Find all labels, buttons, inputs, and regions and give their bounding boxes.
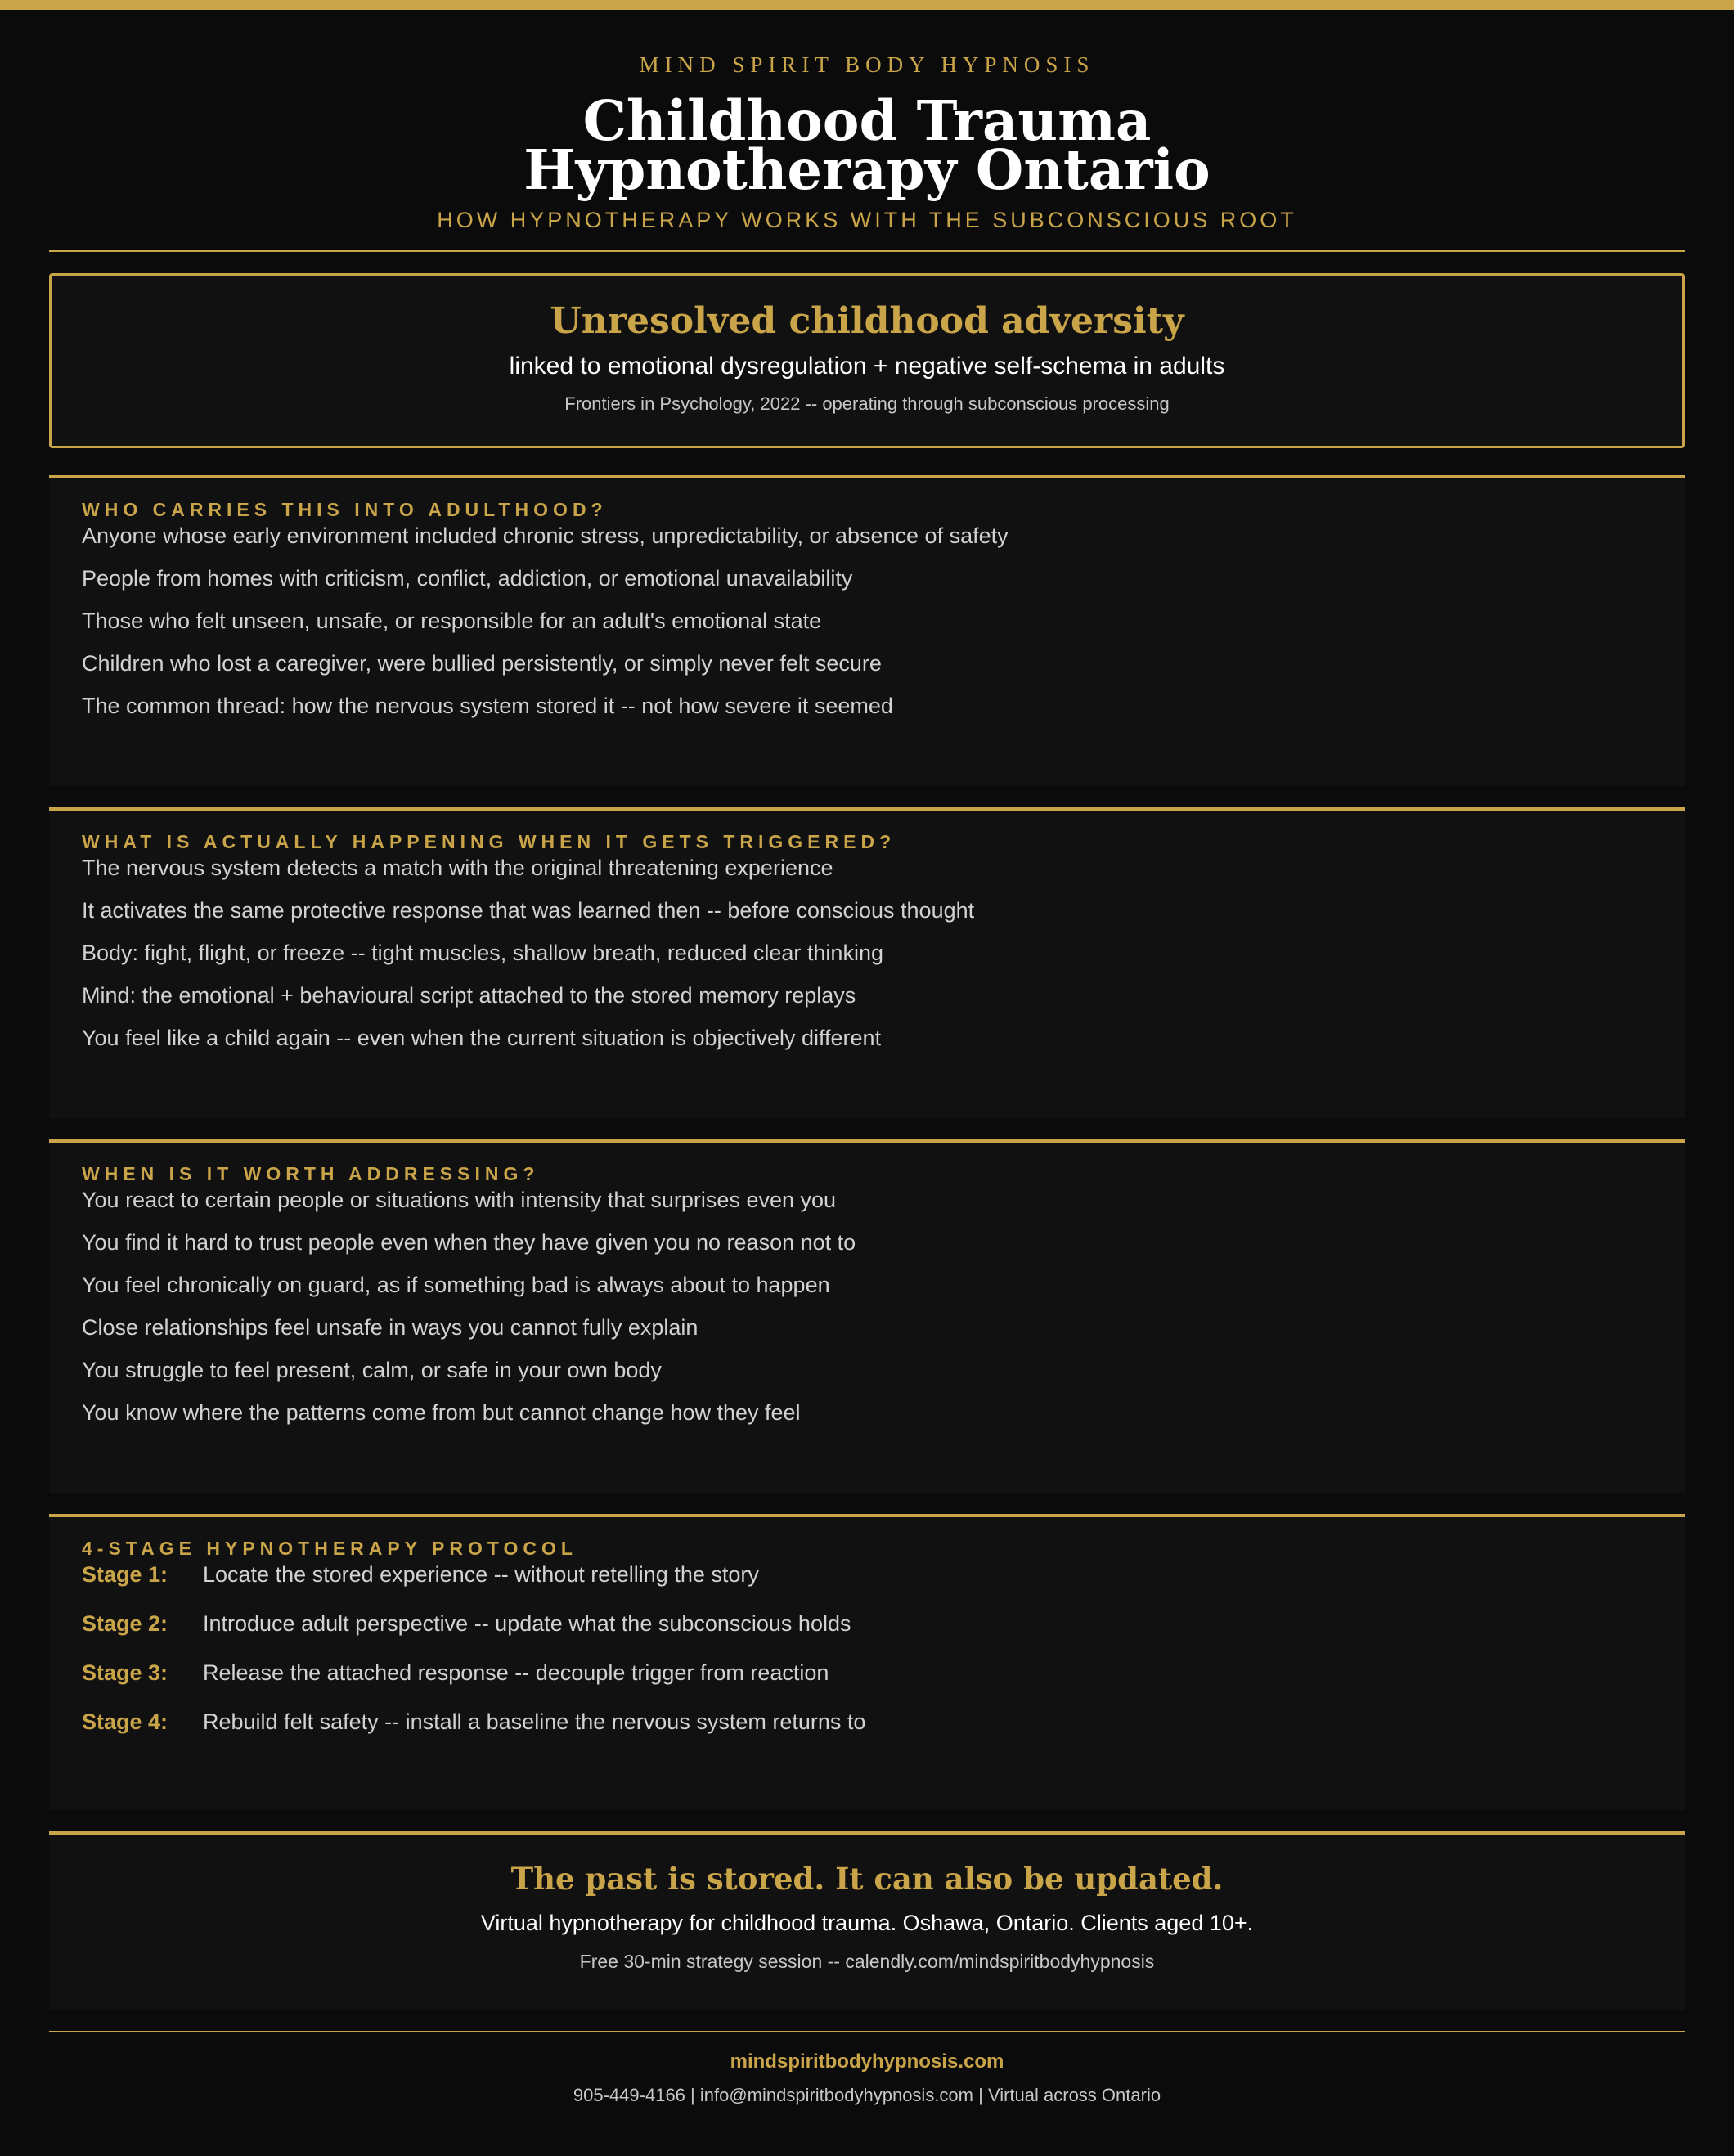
stat-subtext: linked to emotional dysregulation + negative self-schema in adults: [509, 353, 1225, 380]
list-item: People from homes with criticism, conflict, addiction, or emotional unavailability: [82, 566, 853, 591]
page-title: [49, 88, 1685, 202]
stage-row: [82, 1550, 1652, 1599]
cta-panel: [49, 1831, 1685, 2010]
header-divider: [49, 250, 1685, 252]
footer-divider: [49, 2031, 1685, 2032]
stat-headline: Unresolved childhood adversity: [550, 300, 1184, 342]
section-list: [82, 847, 1652, 1059]
footer: [49, 2049, 1685, 2108]
section-protocol: [49, 1514, 1685, 1810]
list-item: You react to certain people or situations with intensity that surprises even you: [82, 1188, 837, 1212]
stage-text: Release the attached response -- decouple trigger from reaction: [203, 1660, 829, 1685]
stage-text: Introduce adult perspective -- update what the subconscious holds: [203, 1611, 851, 1636]
list-item: Close relationships feel unsafe in ways you cannot fully explain: [82, 1315, 699, 1340]
brand-name: MIND SPIRIT BODY HYPNOSIS: [639, 52, 1095, 77]
list-item: You feel like a child again -- even when the current situation is objectively different: [82, 1026, 882, 1050]
booking-link[interactable]: Free 30-min strategy session -- calendly.com/mindspiritbodyhypnosis: [579, 1951, 1155, 1972]
page-title-line-1: Childhood Trauma: [582, 88, 1152, 153]
website-link[interactable]: mindspiritbodyhypnosis.com: [730, 2050, 1004, 2073]
stage-label: Stage 2:: [82, 1611, 168, 1636]
stage-label: Stage 3:: [82, 1660, 168, 1685]
list-item: The nervous system detects a match with the original threatening experience: [82, 856, 833, 880]
stage-row: [82, 1648, 1652, 1697]
top-accent-bar: [0, 0, 1734, 10]
cta-headline: The past is stored. It can also be updated.: [510, 1861, 1224, 1897]
list-item: The common thread: how the nervous system stored it -- not how severe it seemed: [82, 694, 893, 718]
section-worth-addressing: [49, 1139, 1685, 1493]
stat-source: Frontiers in Psychology, 2022 -- operating through subconscious processing: [564, 393, 1170, 414]
section-title: WHEN IS IT WORTH ADDRESSING?: [82, 1163, 540, 1184]
list-item: Mind: the emotional + behavioural script attached to the stored memory replays: [82, 983, 856, 1008]
section-title: 4-STAGE HYPNOTHERAPY PROTOCOL: [82, 1538, 577, 1559]
stage-text: Locate the stored experience -- without retelling the story: [203, 1562, 759, 1587]
stage-label: Stage 4:: [82, 1709, 168, 1734]
contact-info: 905-449-4166 | info@mindspiritbodyhypnosis.com | Virtual across Ontario: [573, 2085, 1161, 2105]
stage-row: [82, 1697, 1652, 1746]
cta-subtext: Virtual hypnotherapy for childhood trauma. Oshawa, Ontario. Clients aged 10+.: [480, 1911, 1254, 1935]
stage-list: [82, 1550, 1652, 1746]
stat-callout: [49, 273, 1685, 448]
section-list: [82, 1179, 1652, 1434]
page-title-line-2: Hypnotherapy Ontario: [523, 137, 1211, 202]
stage-row: [82, 1599, 1652, 1648]
list-item: Anyone whose early environment included chronic stress, unpredictability, or absence of safety: [82, 523, 1009, 548]
section-title: WHO CARRIES THIS INTO ADULTHOOD?: [82, 499, 608, 520]
header: [49, 10, 1685, 234]
list-item: Those who felt unseen, unsafe, or responsible for an adult's emotional state: [82, 609, 822, 633]
section-who-carries: [49, 475, 1685, 786]
stage-label: Stage 1:: [82, 1562, 168, 1587]
list-item: You know where the patterns come from but cannot change how they feel: [82, 1400, 801, 1425]
list-item: You struggle to feel present, calm, or safe in your own body: [82, 1358, 662, 1382]
list-item: You feel chronically on guard, as if something bad is always about to happen: [82, 1273, 830, 1297]
page: [49, 10, 1685, 2108]
list-item: You find it hard to trust people even when they have given you no reason not to: [82, 1230, 856, 1255]
section-triggered: [49, 807, 1685, 1118]
section-title: WHAT IS ACTUALLY HAPPENING WHEN IT GETS TRIGGERED?: [82, 831, 896, 852]
section-list: [82, 514, 1652, 727]
list-item: Body: fight, flight, or freeze -- tight muscles, shallow breath, reduced clear thinking: [82, 941, 883, 965]
list-item: Children who lost a caregiver, were bullied persistently, or simply never felt secure: [82, 651, 882, 676]
list-item: It activates the same protective response that was learned then -- before conscious thought: [82, 898, 975, 923]
page-subtitle: HOW HYPNOTHERAPY WORKS WITH THE SUBCONSCIOUS ROOT: [437, 208, 1297, 232]
stage-text: Rebuild felt safety -- install a baseline the nervous system returns to: [203, 1709, 866, 1734]
